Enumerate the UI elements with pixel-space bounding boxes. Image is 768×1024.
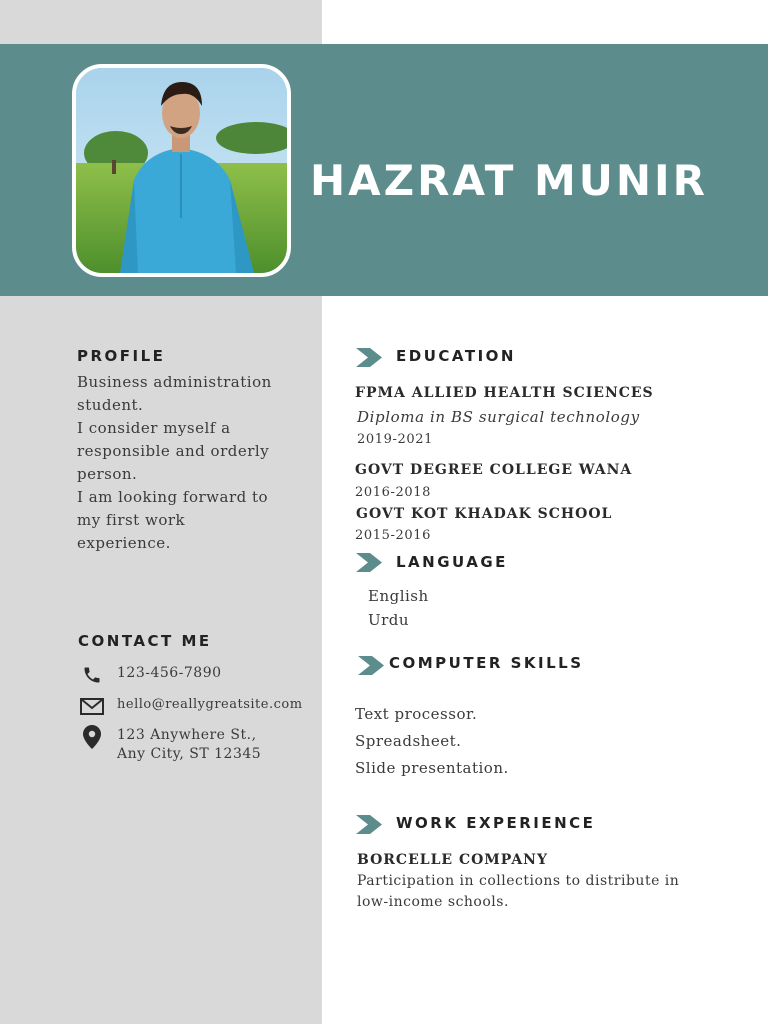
phone-number[interactable]: 123-456-7890 [117, 665, 222, 681]
work-description-line: low-income schools. [357, 894, 509, 910]
education-degree: Diploma in BS surgical technology [357, 408, 640, 426]
email-address[interactable]: hello@reallygreatsite.com [117, 697, 303, 712]
contact-address [80, 726, 261, 764]
location-pin-icon [80, 726, 104, 748]
education-years: 2015-2016 [355, 528, 431, 543]
computer-skills-heading: COMPUTER SKILLS [389, 654, 584, 672]
skill-item: Spreadsheet. [355, 732, 462, 750]
language-item: Urdu [368, 611, 410, 629]
chevron-right-icon [356, 348, 382, 367]
contact-email [80, 695, 303, 717]
profile-text [77, 371, 272, 555]
profile-photo [72, 64, 291, 277]
education-school: GOVT DEGREE COLLEGE WANA [355, 462, 633, 478]
profile-heading: PROFILE [77, 347, 166, 365]
profile-line: experience. [77, 534, 171, 552]
profile-line: Business administration [77, 373, 272, 391]
work-description-line: Participation in collections to distribute in [357, 873, 680, 889]
education-school: GOVT KOT KHADAK SCHOOL [356, 506, 613, 522]
phone-icon [80, 664, 104, 686]
education-school: FPMA ALLIED HEALTH SCIENCES [355, 385, 654, 401]
work-experience-heading: WORK EXPERIENCE [396, 814, 596, 832]
profile-line: person. [77, 465, 138, 483]
profile-line: I consider myself a [77, 419, 231, 437]
profile-photo-image [76, 68, 287, 273]
profile-line: I am looking forward to [77, 488, 269, 506]
candidate-name: HAZRAT MUNIR [310, 156, 708, 205]
work-description [357, 871, 679, 913]
address-line-1: 123 Anywhere St., [117, 727, 257, 743]
education-heading: EDUCATION [396, 347, 516, 365]
contact-phone [80, 664, 222, 686]
chevron-right-icon [356, 553, 382, 572]
profile-line: my first work [77, 511, 186, 529]
profile-line: student. [77, 396, 144, 414]
chevron-right-icon [356, 815, 382, 834]
language-heading: LANGUAGE [396, 553, 508, 571]
work-company: BORCELLE COMPANY [357, 852, 548, 868]
chevron-right-icon [358, 656, 384, 675]
language-list [368, 584, 429, 632]
mail-icon [80, 695, 104, 717]
contact-heading: CONTACT ME [78, 632, 212, 650]
address [117, 726, 261, 764]
skill-item: Text processor. [355, 705, 478, 723]
computer-skills-list [355, 701, 509, 782]
education-years: 2016-2018 [355, 485, 431, 500]
skill-item: Slide presentation. [355, 759, 509, 777]
language-item: English [368, 587, 429, 605]
education-years: 2019-2021 [357, 432, 433, 447]
profile-line: responsible and orderly [77, 442, 270, 460]
address-line-2: Any City, ST 12345 [117, 746, 262, 762]
